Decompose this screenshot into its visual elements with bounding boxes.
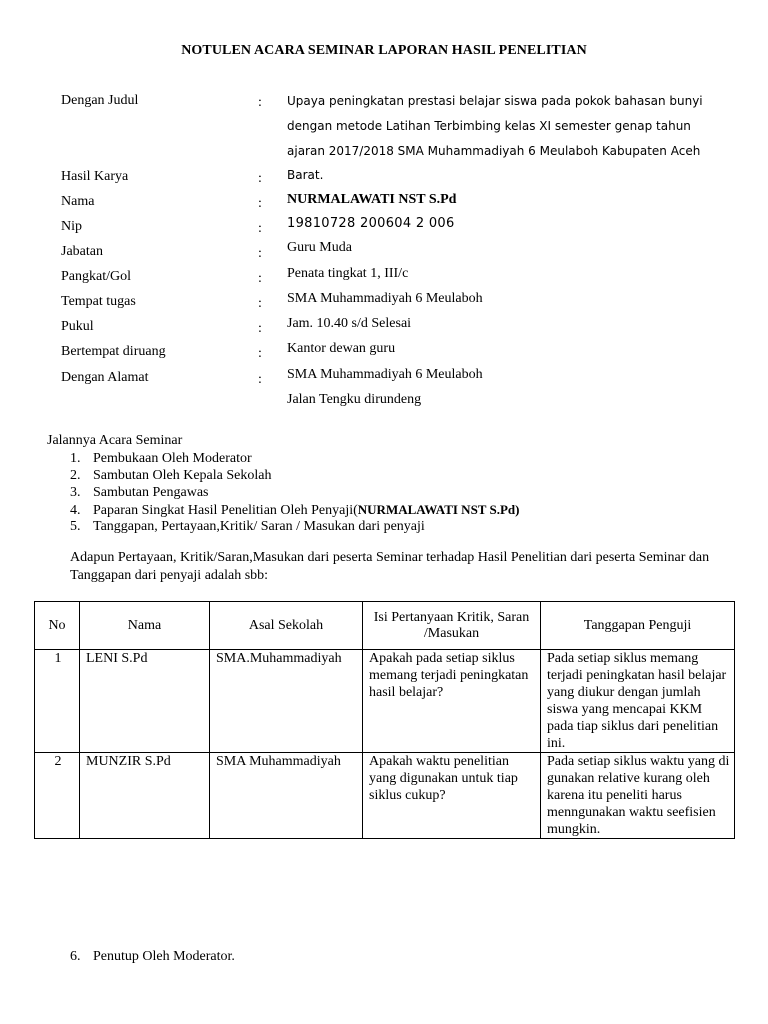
list-item: 2. Sambutan Oleh Kepala Sekolah: [70, 468, 272, 483]
field-colon: :: [258, 221, 262, 236]
table-row: [35, 753, 735, 839]
cell-nama: LENI S.Pd: [80, 650, 210, 753]
column-header: Asal Sekolah: [210, 602, 363, 650]
field-label: Pukul: [61, 319, 94, 334]
field-value: Penata tingkat 1, III/c: [287, 266, 409, 281]
list-item: 3. Sambutan Pengawas: [70, 485, 209, 500]
list-item: 1. Pembukaan Oleh Moderator: [70, 451, 252, 466]
field-value: 19810728 200604 2 006: [287, 216, 455, 231]
column-header: No: [35, 602, 80, 650]
field-label: Jabatan: [61, 244, 103, 259]
field-colon: :: [258, 171, 262, 186]
field-label: Tempat tugas: [61, 294, 136, 309]
section-title: Jalannya Acara Seminar: [47, 433, 183, 448]
field-colon: :: [258, 321, 262, 336]
cell-tanggapan: Pada setiap siklus waktu yang di gunakan relative kurang oleh karena itu peneliti harus menngunakan waktu seefisien mungkin.: [541, 753, 735, 839]
field-colon: :: [258, 346, 262, 361]
field-value: SMA Muhammadiyah 6 Meulaboh: [287, 367, 483, 382]
cell-asal: SMA Muhammadiyah: [210, 753, 363, 839]
field-colon: :: [258, 246, 262, 261]
closing-step: 6. Penutup Oleh Moderator.: [70, 949, 235, 964]
cell-isi: Apakah waktu penelitian yang digunakan untuk tiap siklus cukup?: [363, 753, 541, 839]
field-value: Jam. 10.40 s/d Selesai: [287, 316, 412, 331]
column-header: Isi Pertanyaan Kritik, Saran /Masukan: [363, 602, 541, 650]
field-value: Jalan Tengku dirundeng: [287, 392, 422, 407]
intro-paragraph: Adapun Pertayaan, Kritik/Saran,Masukan dari peserta Seminar terhadap Hasil Penelitian dari peserta Seminar dan Tanggapan dari penyaji adalah sbb:: [70, 550, 710, 583]
list-item: 5. Tanggapan, Pertayaan,Kritik/ Saran / Masukan dari penyaji: [70, 519, 425, 534]
field-label: Dengan Judul: [61, 93, 139, 108]
field-colon: :: [258, 372, 262, 387]
cell-isi: Apakah pada setiap siklus memang terjadi peningkatan hasil belajar?: [363, 650, 541, 753]
field-value: NURMALAWATI NST S.Pd: [287, 192, 457, 207]
cell-no: 1: [35, 650, 80, 753]
field-colon: :: [258, 271, 262, 286]
field-label: Pangkat/Gol: [61, 269, 131, 284]
document-title: NOTULEN ACARA SEMINAR LAPORAN HASIL PENELITIAN: [181, 43, 587, 58]
field-colon: :: [258, 296, 262, 311]
field-value: Guru Muda: [287, 240, 352, 255]
field-value: Kantor dewan guru: [287, 341, 396, 356]
field-colon: :: [258, 95, 262, 110]
field-label: Nama: [61, 194, 95, 209]
column-header: Nama: [80, 602, 210, 650]
field-label: Hasil Karya: [61, 169, 129, 184]
field-label: Nip: [61, 219, 82, 234]
cell-asal: SMA.Muhammadiyah: [210, 650, 363, 753]
field-colon: :: [258, 196, 262, 211]
feedback-table: [34, 601, 735, 839]
cell-no: 2: [35, 753, 80, 839]
field-value: SMA Muhammadiyah 6 Meulaboh: [287, 291, 483, 306]
column-header: Tanggapan Penguji: [541, 602, 735, 650]
cell-nama: MUNZIR S.Pd: [80, 753, 210, 839]
field-label: Bertempat diruang: [61, 344, 166, 359]
field-label: Dengan Alamat: [61, 370, 149, 385]
agenda-list: [70, 450, 519, 535]
table-header-row: [35, 602, 735, 650]
table-row: [35, 650, 735, 753]
list-item: 4. Paparan Singkat Hasil Penelitian Oleh Penyaji(NURMALAWATI NST S.Pd): [70, 502, 520, 518]
cell-tanggapan: Pada setiap siklus memang terjadi peningkatan hasil belajar yang diukur dengan jumlah siswa yang mencapai KKM pada tiap siklus dari penelitian ini.: [541, 650, 735, 753]
